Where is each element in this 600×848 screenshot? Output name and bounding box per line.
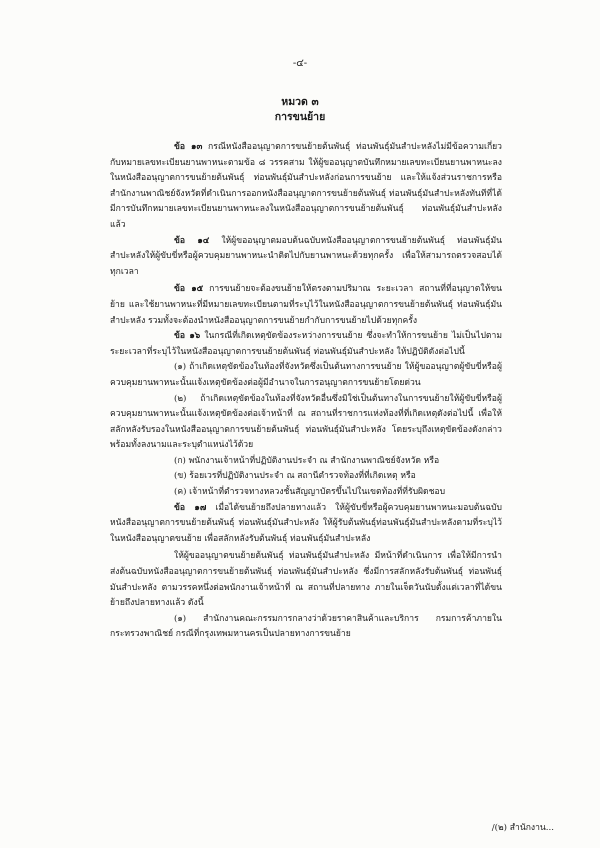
continuation-footer: /(๒) สำนักงาน... [491,823,554,833]
section-14 [110,234,502,281]
section-16 [110,329,502,360]
section-16-item-2c: (ค) เจ้าหน้าที่ตำรวจทางหลวงชั้นสัญญาบัตรขึ้นไปในเขตท้องที่ที่รับผิดชอบ [174,487,446,498]
section-16-item-2b: (ข) ร้อยเวรที่ปฏิบัติงานประจำ ณ สถานีตำรวจท้องที่ที่เกิดเหตุ หรือ [174,471,416,482]
section-14-label: ข้อ ๑๔ [174,235,210,246]
section-16-item-2a: (ก) พนักงานเจ้าหน้าที่ปฏิบัติงานประจำ ณ สำนักงานพาณิชย์จังหวัด หรือ [174,455,440,466]
section-14-text: ให้ผู้ขออนุญาตมอบต้นฉบับหนังสืออนุญาตการขนย้ายต้นพันธุ์ ท่อนพันธุ์มันสำปะหลังให้ผู้ขับขี่หรือผู้ควบคุมยานพาหนะนำติดไปกับยานพาหนะด้วยทุกครั้ง เพื่อให้สามารถตรวจสอบได้ทุกเวลา [110,235,502,277]
section-15-text: การขนย้ายจะต้องขนย้ายให้ตรงตามปริมาณ ระยะเวลา สถานที่ที่อนุญาตให้ขนย้าย และใช้ยานพาหนะที่มีหมายเลขทะเบียนตามที่ระบุไว้ในหนังสืออนุญาตการขนย้ายต้นพันธุ์ ท่อนพันธุ์มันสำปะหลัง รวมทั้งจะต้องนำหนังสืออนุญาตการขนย้ายกำกับการขนย้ายไปด้วยทุกครั้ง [110,284,502,326]
section-17 [110,501,502,548]
chapter-heading: หมวด ๓ [281,96,319,108]
section-13-text: กรณีหนังสืออนุญาตการขนย้ายต้นพันธุ์ ท่อนพันธุ์มันสำปะหลังไม่มีข้อความเกี่ยวกับหมายเลขทะเบียนยานพาหนะตามข้อ ๘ วรรคสาม ให้ผู้ขออนุญาตบันทึกหมายเลขทะเบียนยานพาหนะลงในหนังสืออนุญาตการขนย้ายต้นพันธุ์ ท่อนพันธุ์มันสำปะหลังก่อนการขนย้าย และให้แจ้งส่วนราชการหรือสำนักงานพาณิชย์จังหวัดที่ดำเนินการออกหนังสืออนุญาตการขนย้ายต้นพันธุ์ ท่อนพันธุ์มันสำปะหลังทันทีที่ได้มีการบันทึกหมายเลขทะเบียนยานพาหนะลงในหนังสืออนุญาตการขนย้ายต้นพันธุ์ ท่อนพันธุ์มันสำปะหลังแล้ว [110,142,503,230]
section-13-label: ข้อ ๑๓ [174,142,203,152]
section-16-label: ข้อ ๑๖ [174,331,201,342]
section-15-label: ข้อ ๑๕ [174,284,204,295]
section-16-item-2: (๒) ถ้าเกิดเหตุขัดข้องในท้องที่จังหวัดอื่นซึ่งมิใช่เป็นต้นทางในการขนย้ายให้ผู้ขับขี่หรือผู้ควบคุมยานพาหนะนั้นแจ้งเหตุขัดข้องต่อเจ้าหน้าที่ ณ สถานที่ราชการแห่งท้องที่ที่เกิดเหตุดังต่อไปนี้ เพื่อให้สลักหลังรับรองในหนังสืออนุญาตการขนย้ายต้นพันธุ์ ท่อนพันธุ์มันสำปะหลัง โดยระบุถึงเหตุขัดข้องดังกล่าว พร้อมทั้งลงนามและระบุตำแหน่งไว้ด้วย [110,393,502,451]
section-17-label: ข้อ ๑๗ [174,502,207,513]
section-16-text: ในกรณีที่เกิดเหตุขัดข้องระหว่างการขนย้าย ซึ่งจะทำให้การขนย้าย ไม่เป็นไปตามระยะเวลาที่ระบุไว้ในหนังสืออนุญาตการขนย้ายต้นพันธุ์ ท่อนพันธุ์มันสำปะหลัง ให้ปฏิบัติดังต่อไปนี้ [110,331,503,357]
section-16-item-1: (๑) ถ้าเกิดเหตุขัดข้องในท้องที่จังหวัดซึ่งเป็นต้นทางการขนย้าย ให้ผู้ขออนุญาตผู้ขับขี่หรือผู้ควบคุมยานพาหนะนั้นแจ้งเหตุขัดข้องต่อผู้มีอำนาจในการอนุญาตการขนย้ายโดยด่วน [110,362,502,388]
page-number: -๔- [292,58,308,69]
section-13 [110,140,502,234]
section-17-text: เมื่อได้ขนย้ายถึงปลายทางแล้ว ให้ผู้ขับขี่หรือผู้ควบคุมยานพาหนะมอบต้นฉบับหนังสืออนุญาตการขนย้ายต้นพันธุ์ ท่อนพันธุ์มันสำปะหลัง ให้ผู้รับต้นพันธุ์ท่อนพันธุ์มันสำปะหลังตามที่ระบุไว้ในหนังสืออนุญาตขนย้าย เพื่อสลักหลังรับต้นพันธุ์ ท่อนพันธุ์มันสำปะหลัง [110,502,503,544]
section-17-item-1: (๑) สำนักงานคณะกรรมการกลางว่าด้วยราคาสินค้าและบริการ กรมการค้าภายใน กระทรวงพาณิชย์ กรณีที่กรุงเทพมหานครเป็นปลายทางการขนย้าย [110,613,502,640]
chapter-title: การขนย้าย [274,111,326,123]
section-17-paragraph-2: ให้ผู้ขออนุญาตขนย้ายต้นพันธุ์ ท่อนพันธุ์มันสำปะหลัง มีหน้าที่ดำเนินการ เพื่อให้มีการนำส่งต้นฉบับหนังสืออนุญาตการขนย้ายต้นพันธุ์ ท่อนพันธุ์มันสำปะหลัง ซึ่งมีการสลักหลังรับต้นพันธุ์ ท่อนพันธุ์มันสำปะหลัง ตามวรรคหนึ่งต่อพนักงานเจ้าหน้าที่ ณ สถานที่ปลายทาง ภายในเจ็ดวันนับตั้งแต่เวลาที่ได้ขนย้ายถึงปลายทางแล้ว ดังนี้ [110,551,502,609]
section-15 [110,282,502,329]
document-body [110,140,502,643]
